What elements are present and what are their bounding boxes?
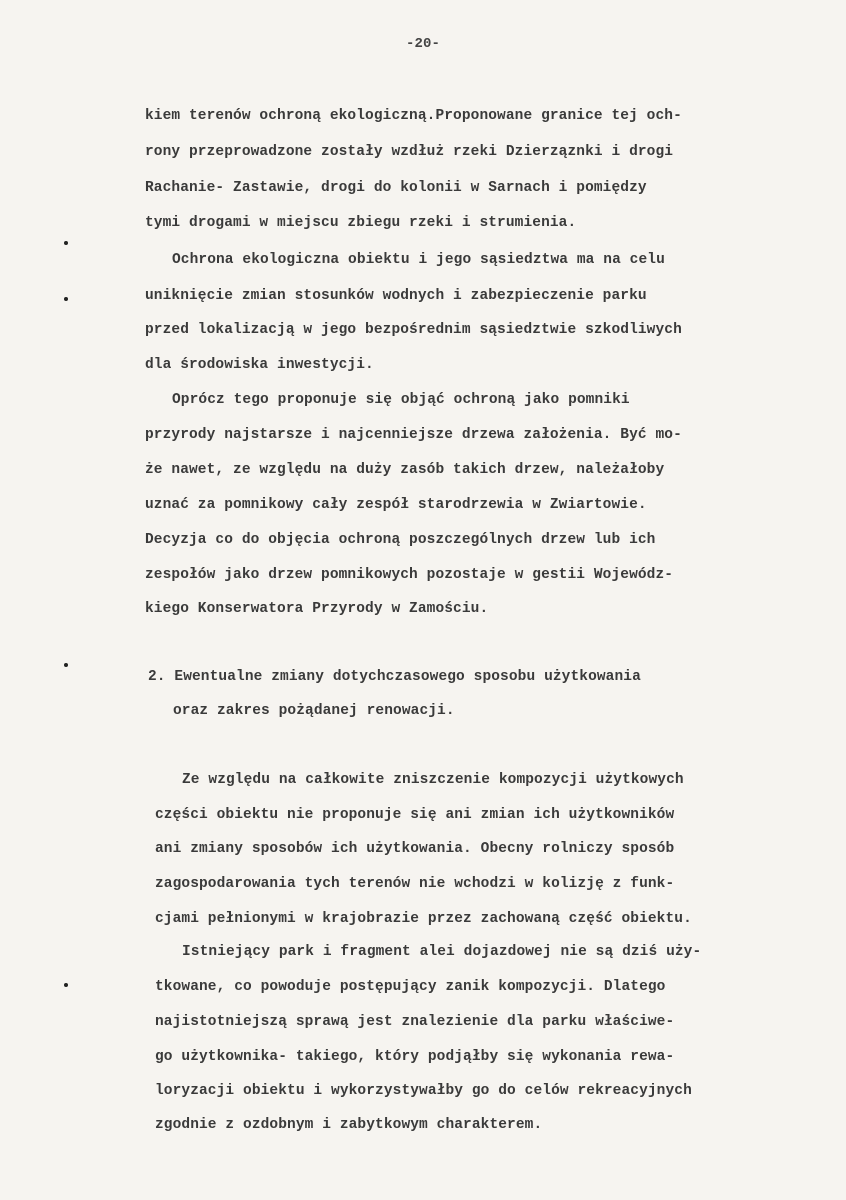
paragraph-1-line: Rachanie- Zastawie, drogi do kolonii w Sarnach i pomiędzy xyxy=(145,180,647,196)
paragraph-2-line: Ochrona ekologiczna obiektu i jego sąsiedztwa ma na celu xyxy=(172,252,665,268)
paragraph-2-line: przed lokalizacją w jego bezpośrednim sąsiedztwie szkodliwych xyxy=(145,322,682,338)
paragraph-4-line: Ze względu na całkowite zniszczenie kompozycji użytkowych xyxy=(182,772,684,788)
paragraph-2-line: dla środowiska inwestycji. xyxy=(145,357,374,373)
paragraph-3-line: przyrody najstarsze i najcenniejsze drzewa założenia. Być mo- xyxy=(145,427,682,443)
paragraph-5-line: loryzacji obiektu i wykorzystywałby go do celów rekreacyjnych xyxy=(155,1083,692,1099)
punch-hole-mark xyxy=(64,297,68,301)
paragraph-3-line: że nawet, ze względu na duży zasób takich drzew, należałoby xyxy=(145,462,665,478)
paragraph-3-line: Oprócz tego proponuje się objąć ochroną jako pomniki xyxy=(172,392,630,408)
paragraph-5-line: tkowane, co powoduje postępujący zanik kompozycji. Dlatego xyxy=(155,979,666,995)
paragraph-3-line: kiego Konserwatora Przyrody w Zamościu. xyxy=(145,601,489,617)
paragraph-4-line: zagospodarowania tych terenów nie wchodzi w kolizję z funk- xyxy=(155,876,675,892)
paragraph-4-line: cjami pełnionymi w krajobrazie przez zachowaną część obiektu. xyxy=(155,911,692,927)
paragraph-3-line: zespołów jako drzew pomnikowych pozostaje w gestii Wojewódz- xyxy=(145,567,674,583)
paragraph-5-line: zgodnie z ozdobnym i zabytkowym charakterem. xyxy=(155,1117,543,1133)
paragraph-1-line: tymi drogami w miejscu zbiegu rzeki i strumienia. xyxy=(145,215,577,231)
paragraph-4-line: ani zmiany sposobów ich użytkowania. Obecny rolniczy sposób xyxy=(155,841,675,857)
section-heading-line: oraz zakres pożądanej renowacji. xyxy=(173,703,455,719)
punch-hole-mark xyxy=(64,663,68,667)
paragraph-2-line: uniknięcie zmian stosunków wodnych i zabezpieczenie parku xyxy=(145,288,647,304)
paragraph-5-line: najistotniejszą sprawą jest znalezienie dla parku właściwe- xyxy=(155,1014,675,1030)
paragraph-3-line: Decyzja co do objęcia ochroną poszczególnych drzew lub ich xyxy=(145,532,656,548)
paragraph-5-line: Istniejący park i fragment alei dojazdowej nie są dziś uży- xyxy=(182,944,702,960)
paragraph-4-line: części obiektu nie proponuje się ani zmian ich użytkowników xyxy=(155,807,675,823)
punch-hole-mark xyxy=(64,241,68,245)
paragraph-1-line: rony przeprowadzone zostały wzdłuż rzeki Dzierząznki i drogi xyxy=(145,144,674,160)
punch-hole-mark xyxy=(64,983,68,987)
section-heading-line: 2. Ewentualne zmiany dotychczasowego sposobu użytkowania xyxy=(148,669,641,685)
paragraph-5-line: go użytkownika- takiego, który podjąłby się wykonania rewa- xyxy=(155,1049,675,1065)
paragraph-1-line: kiem terenów ochroną ekologiczną.Proponowane granice tej och- xyxy=(145,108,682,124)
page-number: -20- xyxy=(405,36,440,52)
paragraph-3-line: uznać za pomnikowy cały zespół starodrzewia w Zwiartowie. xyxy=(145,497,647,513)
